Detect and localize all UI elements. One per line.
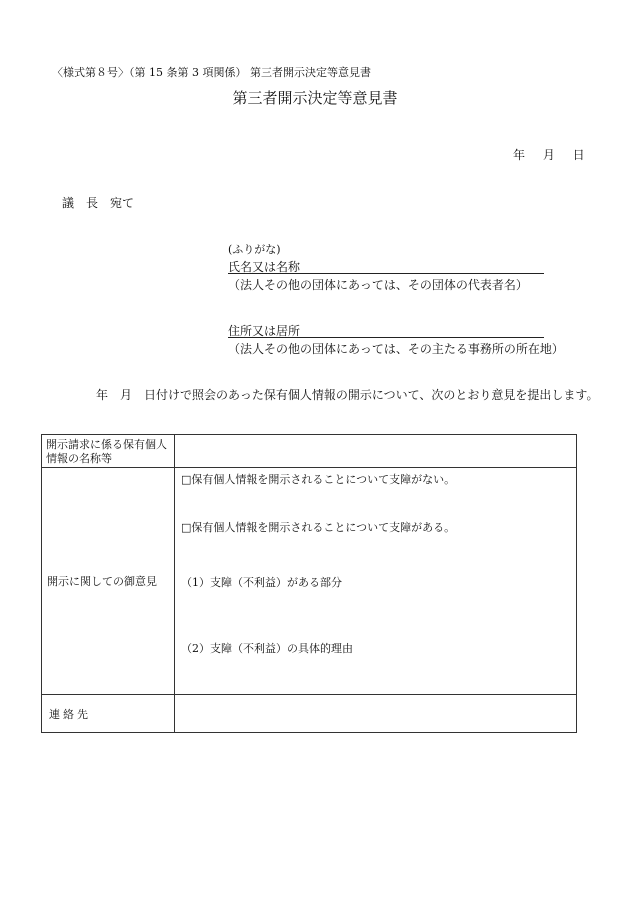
info-name-field[interactable]: [175, 435, 577, 468]
address-label: 住所又は居所: [228, 324, 301, 338]
address-note: （法人その他の団体にあっては、その主たる事務所の所在地）: [228, 342, 564, 356]
option-has-issue[interactable]: □保有個人情報を開示されることについて支障がある。: [181, 521, 456, 534]
document-title: 第三者開示決定等意見書: [232, 89, 398, 107]
info-name-label: 開示請求に係る保有個人情報の名称等: [42, 435, 175, 468]
table-row: [42, 435, 577, 468]
name-underline: [228, 273, 544, 274]
option-no-issue[interactable]: □保有個人情報を開示されることについて支障がない。: [181, 473, 456, 486]
furigana-label: (ふりがな): [228, 243, 281, 256]
date-line: 年 月 日: [513, 148, 585, 162]
opinion-label: 開示に関しての御意見: [42, 468, 175, 695]
statement: 年 月 日付けで照会のあった保有個人情報の開示について、次のとおり意見を提出します。: [96, 388, 599, 402]
issue-reason-heading: （2）支障（不利益）の具体的理由: [181, 642, 353, 655]
name-note: （法人その他の団体にあっては、その団体の代表者名）: [228, 278, 528, 292]
issue-part-heading: （1）支障（不利益）がある部分: [181, 576, 342, 589]
opinion-field[interactable]: [175, 468, 577, 695]
contact-field[interactable]: [175, 695, 577, 733]
contact-label: 連絡先: [42, 695, 175, 733]
table-row: [42, 468, 577, 695]
form-reference: 〈様式第８号〉（第 15 条第 3 項関係） 第三者開示決定等意見書: [52, 66, 371, 79]
address-underline: [228, 337, 544, 338]
table-row: [42, 695, 577, 733]
opinion-table: [41, 434, 577, 733]
addressee: 議 長 宛て: [62, 196, 135, 210]
name-label: 氏名又は名称: [228, 260, 301, 274]
